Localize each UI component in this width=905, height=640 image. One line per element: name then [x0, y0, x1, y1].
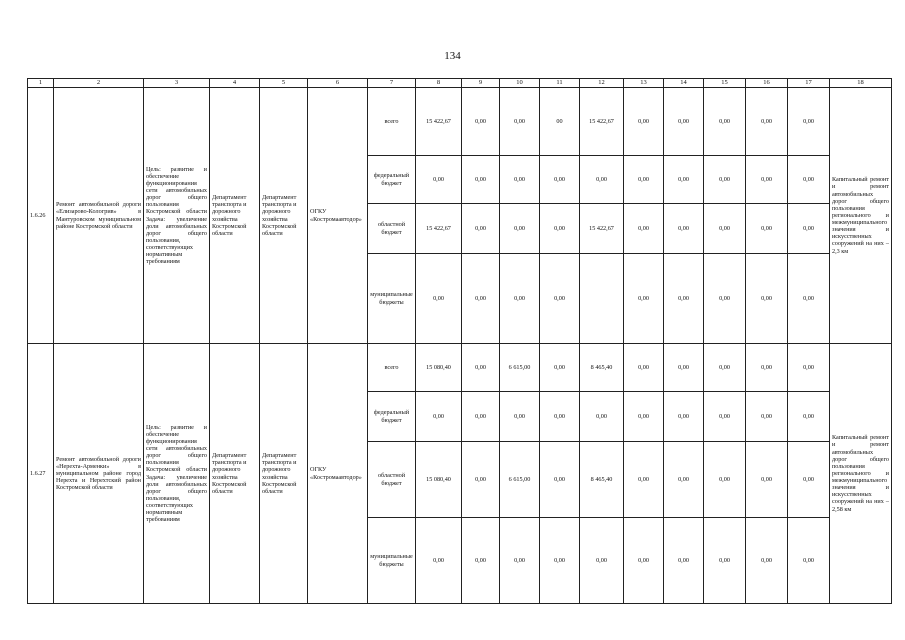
amount-cell: 0,00 [540, 204, 580, 254]
amount-cell: 0,00 [416, 254, 462, 344]
executor: ОГКУ «Костромаавтодор» [308, 344, 368, 604]
amount-cell [580, 254, 624, 344]
row-code: 1.6.27 [28, 344, 54, 604]
header-cell: 11 [540, 79, 580, 88]
header-row [28, 79, 892, 88]
amount-cell: 0,00 [664, 254, 704, 344]
amount-cell: 0,00 [788, 518, 830, 604]
amount-cell: 0,00 [540, 518, 580, 604]
funding-source: областной бюджет [368, 442, 416, 518]
amount-cell: 0,00 [580, 518, 624, 604]
row-code: 1.6.26 [28, 88, 54, 344]
amount-cell: 0,00 [746, 518, 788, 604]
amount-cell: 15 080,40 [416, 442, 462, 518]
amount-cell: 0,00 [664, 442, 704, 518]
executor: ОГКУ «Костромаавтодор» [308, 88, 368, 344]
header-cell: 3 [144, 79, 210, 88]
amount-cell: 0,00 [624, 156, 664, 204]
amount-cell: 6 615,00 [500, 344, 540, 392]
amount-cell: 0,00 [540, 156, 580, 204]
amount-cell: 0,00 [624, 518, 664, 604]
amount-cell: 0,00 [704, 518, 746, 604]
header-cell: 2 [54, 79, 144, 88]
amount-cell: 0,00 [788, 392, 830, 442]
amount-cell: 8 465,40 [580, 344, 624, 392]
result-text: Капитальный ремонт и ремонт автомобильных дорог общего пользования регионального и межмуниципального значения и искусственных сооружений на них – 2,3 км [830, 88, 892, 344]
amount-cell: 0,00 [624, 392, 664, 442]
amount-cell: 15 422,67 [580, 88, 624, 156]
amount-cell: 0,00 [500, 254, 540, 344]
amount-cell: 0,00 [664, 344, 704, 392]
object-name: Ремонт автомобильной дороги «Нерехта-Арменки» в муниципальном районе город Нерехта и Нерехтский район Костромской области [54, 344, 144, 604]
header-cell: 6 [308, 79, 368, 88]
amount-cell: 0,00 [704, 156, 746, 204]
amount-cell: 0,00 [788, 442, 830, 518]
amount-cell: 0,00 [704, 344, 746, 392]
amount-cell: 0,00 [664, 518, 704, 604]
amount-cell: 0,00 [746, 344, 788, 392]
result-text: Капитальный ремонт и ремонт автомобильных дорог общего пользования регионального и межмуниципального значения и искусственных сооружений на них – 2,58 км [830, 344, 892, 604]
amount-cell: 0,00 [500, 518, 540, 604]
amount-cell: 6 615,00 [500, 442, 540, 518]
amount-cell: 0,00 [664, 156, 704, 204]
header-cell: 16 [746, 79, 788, 88]
amount-cell: 0,00 [462, 344, 500, 392]
goal-text: Цель: развитие и обеспечение функционирования сети автомобильных дорог общего пользования Костромской области Задача: увеличение доли автомобильных дорог общего пользования, соответствующих нормативным требованиям [144, 88, 210, 344]
amount-cell: 0,00 [746, 254, 788, 344]
amount-cell: 0,00 [462, 392, 500, 442]
amount-cell: 15 422,67 [580, 204, 624, 254]
budget-table [27, 78, 892, 604]
amount-cell: 15 422,67 [416, 204, 462, 254]
amount-cell: 0,00 [704, 442, 746, 518]
amount-cell: 0,00 [788, 204, 830, 254]
amount-cell: 0,00 [788, 88, 830, 156]
header-cell: 13 [624, 79, 664, 88]
object-name: Ремонт автомобильной дороги «Елизарово-Кологрив» в Мантуровском муниципальном районе Костромской области [54, 88, 144, 344]
amount-cell: 0,00 [500, 88, 540, 156]
amount-cell: 0,00 [580, 156, 624, 204]
amount-cell: 0,00 [462, 442, 500, 518]
amount-cell: 0,00 [580, 392, 624, 442]
amount-cell: 0,00 [624, 344, 664, 392]
amount-cell: 0,00 [746, 156, 788, 204]
department: Департамент транспорта и дорожного хозяйства Костромской области [210, 88, 260, 344]
amount-cell: 0,00 [704, 88, 746, 156]
header-cell: 8 [416, 79, 462, 88]
funding-source: муниципальные бюджеты [368, 254, 416, 344]
amount-cell: 0,00 [746, 442, 788, 518]
header-cell: 10 [500, 79, 540, 88]
header-cell: 17 [788, 79, 830, 88]
amount-cell: 0,00 [788, 344, 830, 392]
amount-cell: 0,00 [624, 254, 664, 344]
amount-cell: 15 080,40 [416, 344, 462, 392]
customer: Департамент транспорта и дорожного хозяйства Костромской области [260, 88, 308, 344]
funding-source: муниципальные бюджеты [368, 518, 416, 604]
amount-cell: 0,00 [462, 254, 500, 344]
amount-cell: 0,00 [664, 392, 704, 442]
amount-cell: 0,00 [540, 392, 580, 442]
header-cell: 9 [462, 79, 500, 88]
amount-cell: 0,00 [462, 204, 500, 254]
header-cell: 15 [704, 79, 746, 88]
funding-source: областной бюджет [368, 204, 416, 254]
page-number: 134 [444, 50, 461, 62]
amount-cell: 0,00 [500, 204, 540, 254]
goal-text: Цель: развитие и обеспечение функционирования сети автомобильных дорог общего пользования Костромской области Задача: увеличение доли автомобильных дорог общего пользования, соответствующих нормативным требованиям [144, 344, 210, 604]
funding-source: федеральный бюджет [368, 156, 416, 204]
department: Департамент транспорта и дорожного хозяйства Костромской области [210, 344, 260, 604]
funding-source: всего [368, 88, 416, 156]
amount-cell: 0,00 [624, 88, 664, 156]
header-cell: 14 [664, 79, 704, 88]
header-cell: 12 [580, 79, 624, 88]
amount-cell: 00 [540, 88, 580, 156]
amount-cell: 0,00 [500, 392, 540, 442]
table-row [28, 344, 892, 392]
amount-cell: 0,00 [462, 518, 500, 604]
amount-cell: 0,00 [462, 88, 500, 156]
funding-source: федеральный бюджет [368, 392, 416, 442]
amount-cell: 0,00 [624, 442, 664, 518]
amount-cell: 0,00 [624, 204, 664, 254]
amount-cell: 0,00 [540, 254, 580, 344]
amount-cell: 0,00 [540, 442, 580, 518]
amount-cell: 0,00 [746, 204, 788, 254]
header-cell: 7 [368, 79, 416, 88]
amount-cell: 0,00 [416, 156, 462, 204]
amount-cell: 0,00 [788, 254, 830, 344]
amount-cell: 0,00 [416, 392, 462, 442]
table-row [28, 88, 892, 156]
amount-cell: 0,00 [746, 88, 788, 156]
amount-cell: 0,00 [704, 392, 746, 442]
amount-cell: 0,00 [500, 156, 540, 204]
funding-source: всего [368, 344, 416, 392]
amount-cell: 0,00 [704, 254, 746, 344]
header-cell: 4 [210, 79, 260, 88]
header-cell: 1 [28, 79, 54, 88]
amount-cell: 0,00 [664, 204, 704, 254]
amount-cell: 8 465,40 [580, 442, 624, 518]
amount-cell: 0,00 [462, 156, 500, 204]
amount-cell: 0,00 [664, 88, 704, 156]
customer: Департамент транспорта и дорожного хозяйства Костромской области [260, 344, 308, 604]
amount-cell: 0,00 [416, 518, 462, 604]
header-cell: 18 [830, 79, 892, 88]
amount-cell: 0,00 [704, 204, 746, 254]
amount-cell: 0,00 [746, 392, 788, 442]
amount-cell: 0,00 [788, 156, 830, 204]
amount-cell: 15 422,67 [416, 88, 462, 156]
header-cell: 5 [260, 79, 308, 88]
amount-cell: 0,00 [540, 344, 580, 392]
